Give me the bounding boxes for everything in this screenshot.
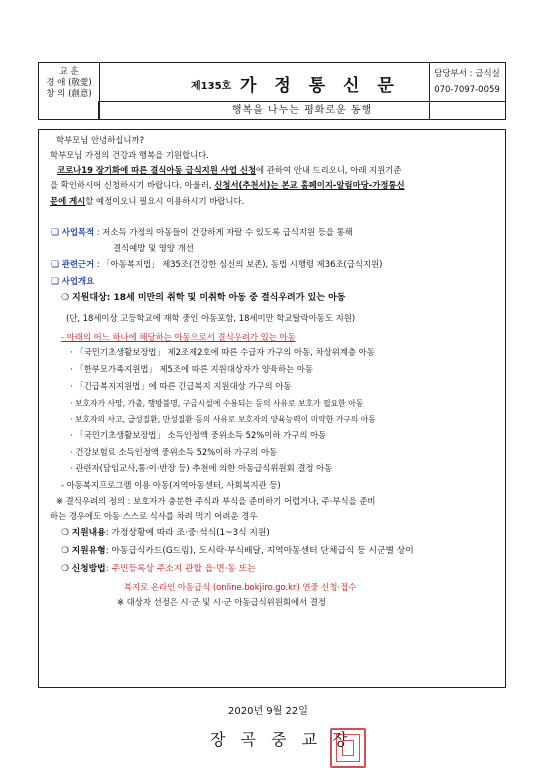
page-title: 가 정 통 신 문 <box>240 76 400 96</box>
intro-line-3 <box>50 196 244 207</box>
criteria-head: - 아래의 어느 하나에 해당하는 아동으로서 결식우려가 있는 아동 <box>61 332 296 342</box>
motto-line-2: 창 의 (創意) <box>46 89 92 99</box>
method-row <box>61 564 256 575</box>
law-label: 관련근거 <box>61 259 95 269</box>
target-label: 지원대상 <box>71 293 107 303</box>
criteria-item: · 보호자가 사망, 가출, 행방불명, 구금시설에 수용되는 등의 사유로 보호가 필요한 아동 <box>70 399 364 408</box>
circle-bullet-icon: ❍ <box>61 564 69 574</box>
circle-bullet-icon: ❍ <box>61 293 70 303</box>
overview-label: 사업개요 <box>61 276 95 286</box>
criteria-item: · 「국민기초생활보장법」 소득인정액 중위소득 52%이하 가구의 아동 <box>70 430 327 440</box>
phone: 070-7097-0059 <box>434 85 500 95</box>
checkbox-icon: ❑ <box>51 260 60 270</box>
content-row <box>61 528 270 539</box>
definition-line-1: ※ 결식우려의 정의 : 보호자가 충분한 주식과 부식을 준비하기 어렵거나, 주·부식을 준비 <box>56 496 376 506</box>
program-line: - 아동복지프로그램 이용 아동(지역아동센터, 사회복지관 등) <box>61 480 281 490</box>
target-row <box>61 293 345 304</box>
principal-sign: 장 곡 중 교 장 <box>210 730 353 749</box>
method-note: ※ 대상자 선정은 시·군 및 시·군 아동급식위원회에서 결정 <box>117 597 326 607</box>
content-label: 지원내용 <box>71 528 106 538</box>
intro-3a: 문에 게시 <box>50 196 86 206</box>
motto-line-1: 경 애 (敬愛) <box>46 78 92 88</box>
method-label: 신청방법 <box>71 564 106 574</box>
checkbox-icon: ❑ <box>51 277 60 287</box>
intro-2a: 을 확인하시어 신청하시기 바랍니다. 아울러, <box>50 180 215 190</box>
criteria-item: · 「국민기초생활보장법」 제2조제2호에 따른 수급자 가구의 아동, 차상위계층 아동 <box>70 347 375 357</box>
motto-title: 교 훈 <box>59 67 79 77</box>
checkbox-icon: ❑ <box>51 228 60 238</box>
type-label: 지원유형 <box>71 546 106 556</box>
intro-rest: 에 관하여 안내 드리오니, 아래 지원기준 <box>256 165 402 175</box>
circle-bullet-icon: ❍ <box>61 528 69 538</box>
content-text: : 가정상황에 따라 조·중·석식(1~3식 지원) <box>105 528 270 538</box>
criteria-item: · 건강보험료 소득인정액 중위소득 52%이하 가구의 아동 <box>70 447 278 457</box>
type-text: : 아동급식카드(G드림), 도시락·부식배달, 지역아동센터 단체급식 등 시군별 상이 <box>105 546 414 556</box>
type-row <box>61 546 414 557</box>
criteria-item: · 「한부모가족지원법」 제5조에 따른 지원대상자가 양육하는 아동 <box>70 364 313 374</box>
purpose-text: : 저소득 가정의 아동들이 건강하게 자랄 수 있도록 급식지원 등을 통해 <box>96 227 353 237</box>
intro-highlight: 코로나19 장기화에 따른 결식아동 급식지원 사업 신청 <box>57 165 257 175</box>
method-text: : 주민등록상 주소지 관할 읍·면·동 또는 <box>105 564 256 574</box>
intro-3b: 할 예정이오니 필요시 이용하시기 바랍니다. <box>85 196 245 206</box>
intro-2b: 신청서(추천서)는 본교 홈페이지-알림마당-가정통신 <box>214 180 405 190</box>
motto-cell <box>39 63 100 119</box>
wish: 학부모님 가정의 건강과 행복을 기원합니다. <box>50 150 209 160</box>
school-motto: 행복을 나누는 평화로운 동행 <box>98 101 506 120</box>
law-text: : 「아동복지법」 제35조(건강한 심신의 보존), 동법 시행령 제36조(급식지원) <box>96 259 383 269</box>
purpose-row <box>51 227 353 239</box>
method-online: 복지로 온라인 아동급식 (online.bokjiro.go.kr) 연중 신청·접수 <box>124 582 357 592</box>
intro-line-1 <box>57 165 401 176</box>
target-note: (단, 18세이상 고등학교에 재학 중인 아동포함, 18세미만 학교탈락아동도 지원) <box>66 313 356 323</box>
overview-row <box>51 276 94 288</box>
criteria-item: · 「긴급복지지원법」에 따른 긴급복지 지원대상 가구의 아동 <box>70 381 292 391</box>
issue-date: 2020년 9월 22일 <box>228 706 308 717</box>
definition-line-2: 하는 경우에도 아동 스스로 식사를 차려 먹기 어려운 경우 <box>50 511 258 521</box>
purpose-label: 사업목적 <box>61 227 95 237</box>
greeting: 학부모님 안녕하십니까? <box>56 135 145 145</box>
criteria-item: · 보호자의 사고, 급성질환, 만성질환 등의 사유로 보호자의 양육능력이 미약한 가구의 아동 <box>70 415 376 424</box>
purpose-text-2: 결식예방 및 영양 개선 <box>113 243 194 253</box>
law-row <box>51 259 382 271</box>
department: 담당부서 : 급식실 <box>434 69 500 79</box>
school-seal-stamp <box>330 728 366 768</box>
circle-bullet-icon: ❍ <box>61 546 69 556</box>
issue-number: 제135호 <box>191 81 232 92</box>
target-text: : 18세 미만의 취학 및 미취학 아동 중 결식우려가 있는 아동 <box>106 293 346 303</box>
criteria-item: · 관련자(담임교사,통·이·반장 등) 추천에 의한 아동급식위원회 결정 아동 <box>70 463 333 473</box>
intro-line-2 <box>50 180 405 191</box>
